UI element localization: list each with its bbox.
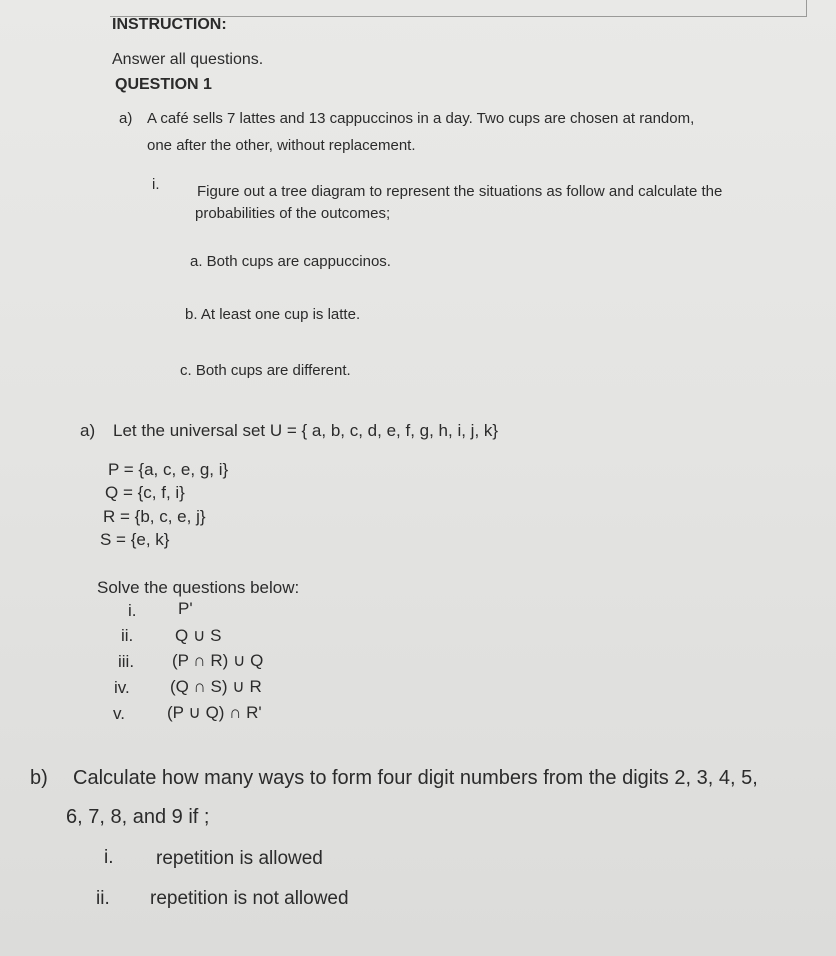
part-b-line2: 6, 7, 8, and 9 if ; [66, 806, 210, 828]
part-b-line1: Calculate how many ways to form four digit numbers from the digits 2, 3, 4, 5, [73, 767, 758, 789]
question-number: i. [128, 601, 137, 620]
part-b-item-number: ii. [96, 888, 110, 909]
part-a1-label: a) [119, 110, 133, 127]
question-number: v. [113, 704, 125, 723]
part-a1-line1: A café sells 7 lattes and 13 cappuccinos in a day. Two cups are chosen at random, [147, 110, 695, 127]
part-b-item-text: repetition is allowed [156, 848, 323, 869]
sub-i-label: i. [152, 176, 160, 193]
outcome-item: b. At least one cup is latte. [185, 306, 361, 323]
instruction-text: Answer all questions. [112, 51, 264, 68]
question-expression: (P ∩ R) ∪ Q [172, 651, 264, 670]
set-definition: Q = {c, f, i} [105, 483, 185, 502]
question-expression: (Q ∩ S) ∪ R [170, 677, 262, 696]
question-number: iv. [114, 678, 130, 697]
part-a1-line2: one after the other, without replacement. [147, 137, 416, 154]
universal-set: Let the universal set U = { a, b, c, d, e, f, g, h, i, j, k} [113, 421, 499, 440]
set-definition: S = {e, k} [100, 530, 170, 549]
part-b-item-text: repetition is not allowed [150, 888, 349, 909]
instruction-heading: INSTRUCTION: [112, 16, 227, 33]
part-b-label: b) [30, 767, 48, 789]
set-definition: R = {b, c, e, j} [103, 507, 206, 526]
outcome-item: a. Both cups are cappuccinos. [190, 253, 391, 270]
part-a2-label: a) [80, 421, 96, 440]
part-b-item-number: i. [104, 847, 114, 868]
outcome-item: c. Both cups are different. [180, 362, 351, 379]
question-expression: P' [178, 599, 193, 618]
set-definition: P = {a, c, e, g, i} [108, 460, 229, 479]
question-expression: (P ∪ Q) ∩ R' [167, 703, 262, 722]
question-heading: QUESTION 1 [115, 76, 212, 93]
sub-i-line2: probabilities of the outcomes; [195, 205, 391, 222]
paper-edge [110, 0, 807, 17]
question-expression: Q ∪ S [175, 626, 222, 645]
solve-instruction: Solve the questions below: [97, 578, 300, 597]
question-number: iii. [118, 652, 135, 671]
question-number: ii. [121, 626, 134, 645]
sub-i-line1: Figure out a tree diagram to represent the situations as follow and calculate the [197, 183, 723, 200]
